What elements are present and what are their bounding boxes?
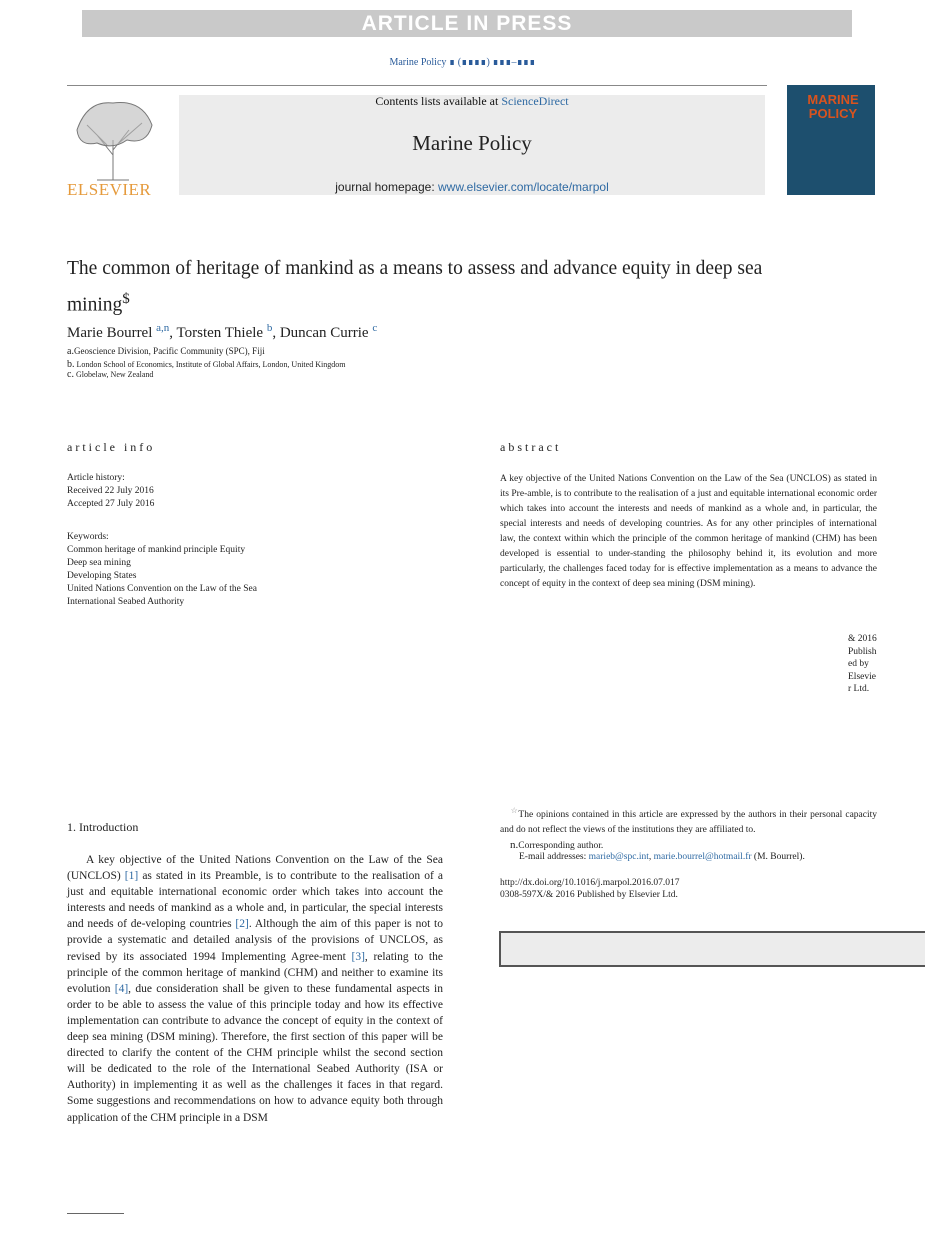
keyword: International Seabed Authority (67, 597, 185, 607)
intro-text: . Although the aim of this paper is not to provide a systematic and detailed analysis of the provisions of UNCLOS, as revised by its associated 1994 Implementing Agree-ment (67, 918, 443, 963)
keyword: Common heritage of mankind principle Equity (67, 545, 246, 555)
accepted-date: Accepted 27 July 2016 (67, 499, 155, 509)
homepage-prefix: journal homepage: (335, 180, 438, 194)
intro-text: , due consideration shall be given to these fundamental aspects in order to be able to assess the value of this principle today and how its effective implementation can contribute to advance the concept of equity in the context of deep sea mining (DSM mining). Therefore, the first section of this paper will be directed to clarify the content of the CHM principle whilst the second section will be dedicated to the role of the International Seabed Authority (ISA or Authority) in implementing it as well as the challenges it faces in that regard. Some suggestions and recommendations on how to advance equity both through application of the CHM principle in a DSM (67, 982, 443, 1124)
contents-line (179, 94, 765, 109)
affiliation-label: a. (67, 346, 74, 357)
author-affil-mark[interactable]: b (266, 322, 273, 334)
email-footnote (519, 850, 805, 865)
gray-banner-box (499, 931, 925, 967)
keywords-label: Keywords: (67, 532, 109, 542)
contents-prefix: Contents lists available at (375, 94, 502, 108)
email-separator: , (648, 852, 654, 862)
intro-text: A key objective of the United Nations Convention on the Law of the Sea (UNCLOS) (67, 854, 443, 883)
email-prefix: E-mail addresses: (519, 852, 589, 862)
affiliation-label: b. (67, 359, 75, 370)
email-suffix: (M. Bourrel). (751, 852, 805, 862)
affiliation-text: Geoscience Division, Pacific Community (SPC), Fiji (73, 346, 265, 356)
author-name: Torsten Thiele (176, 325, 264, 341)
email-link[interactable]: marieb@spc.int (588, 852, 649, 862)
affiliation-label: c. (67, 369, 74, 380)
citation-link[interactable]: [3] (351, 950, 365, 963)
author-list: Marie Bourrel $^{a,n}$, Torsten Thiele $^b$, Duncan Currie $^c$ (67, 322, 378, 341)
journal-homepage (179, 180, 765, 194)
footnote-rule (67, 1213, 124, 1214)
article-in-press-banner: ARTICLE IN PRESS (82, 10, 852, 37)
journal-title: Marine Policy (412, 131, 532, 155)
cover-title: MARINE POLICY (807, 92, 859, 121)
article-title-text: The common of heritage of mankind as a means to assess and advance equity in deep sea mining (67, 258, 763, 316)
opinion-text: The opinions contained in this article are expressed by the authors in their personal capacity and do not reflect the views of the institutions they are affiliated to. (500, 810, 877, 836)
affiliation-text: Globelaw, New Zealand (75, 370, 154, 379)
elsevier-wordmark: ELSEVIER (67, 180, 152, 199)
history-label: Article history: (67, 473, 125, 483)
abstract-text: A key objective of the United Nations Convention on the Law of the Sea (UNCLOS) as stated in its Pre-amble, is to contribute to the realisation of a just and equitable international economic order which takes into account the interests and needs of mankind as a whole and, in particular, the special interests and needs of developing countries. As for any other principles of international law, the context within which the principle of the common heritage of mankind (CHM) has been developed is essential to under-standing the philosophy behind it, its evolution and more particularly, the challenges faced today for is effective implementation as a means to advance the concept of equity in the context of deep sea mining (DSM mining). (500, 474, 877, 589)
intro-text: as stated in its Preamble, is to contribute to the realisation of a just and equitable international economic order which takes into account the interests and needs of mankind as a whole and, in particular, the special interests and needs of de-veloping countries (67, 870, 443, 931)
citation-link[interactable]: [4] (114, 982, 129, 995)
author-affil-mark[interactable]: c (372, 322, 378, 334)
homepage-link[interactable]: www.elsevier.com/locate/marpol (438, 180, 609, 194)
received-date: Received 22 July 2016 (67, 486, 154, 496)
affiliation (67, 346, 265, 357)
copyright-notice: & 2016 Published by Elsevier Ltd. (848, 634, 877, 694)
article-info-heading: article info (67, 440, 156, 454)
keywords (67, 531, 257, 609)
article-history (67, 472, 154, 511)
introduction-heading: 1. Introduction (67, 820, 139, 834)
header-rule (67, 85, 767, 86)
journal-reference[interactable]: Marine Policy ∎ (∎∎∎∎) ∎∎∎–∎∎∎ (389, 57, 536, 68)
author-name: Marie Bourrel (67, 325, 153, 341)
journal-cover[interactable] (787, 85, 875, 195)
affiliation-text: London School of Economics, Institute of Global Affairs, London, United Kingdom (76, 360, 346, 369)
abstract-heading: abstract (500, 440, 562, 454)
title-footnote-mark[interactable]: $ (122, 291, 130, 307)
sciencedirect-link[interactable]: ScienceDirect (501, 94, 569, 108)
doi-link[interactable]: http://dx.doi.org/10.1016/j.marpol.2016.07.017 (500, 878, 680, 888)
introduction-text (67, 852, 443, 1126)
affiliation (67, 369, 153, 380)
corresponding-text: Corresponding author. (518, 841, 604, 851)
intro-text: , relating to the principle of the common heritage of mankind (CHM) and neither to examine its evolution (67, 950, 443, 995)
keyword: Developing States (67, 571, 137, 581)
star-footnote-mark: ☆ (510, 806, 519, 815)
citation-link[interactable]: [2] (235, 918, 249, 931)
issn-line: 0308-597X/& 2016 Published by Elsevier Ltd. (500, 890, 678, 900)
corresponding-label: n. (510, 839, 519, 851)
email-link[interactable]: marie.bourrel@hotmail.fr (653, 852, 752, 862)
keyword: United Nations Convention on the Law of the Sea (67, 584, 257, 594)
keyword: Deep sea mining (67, 558, 131, 568)
citation-link[interactable]: [1] (124, 870, 139, 883)
author-affil-mark[interactable]: a,n (156, 322, 170, 334)
article-title (67, 254, 767, 321)
opinion-footnote (500, 803, 877, 838)
author-name: Duncan Currie (279, 325, 369, 341)
